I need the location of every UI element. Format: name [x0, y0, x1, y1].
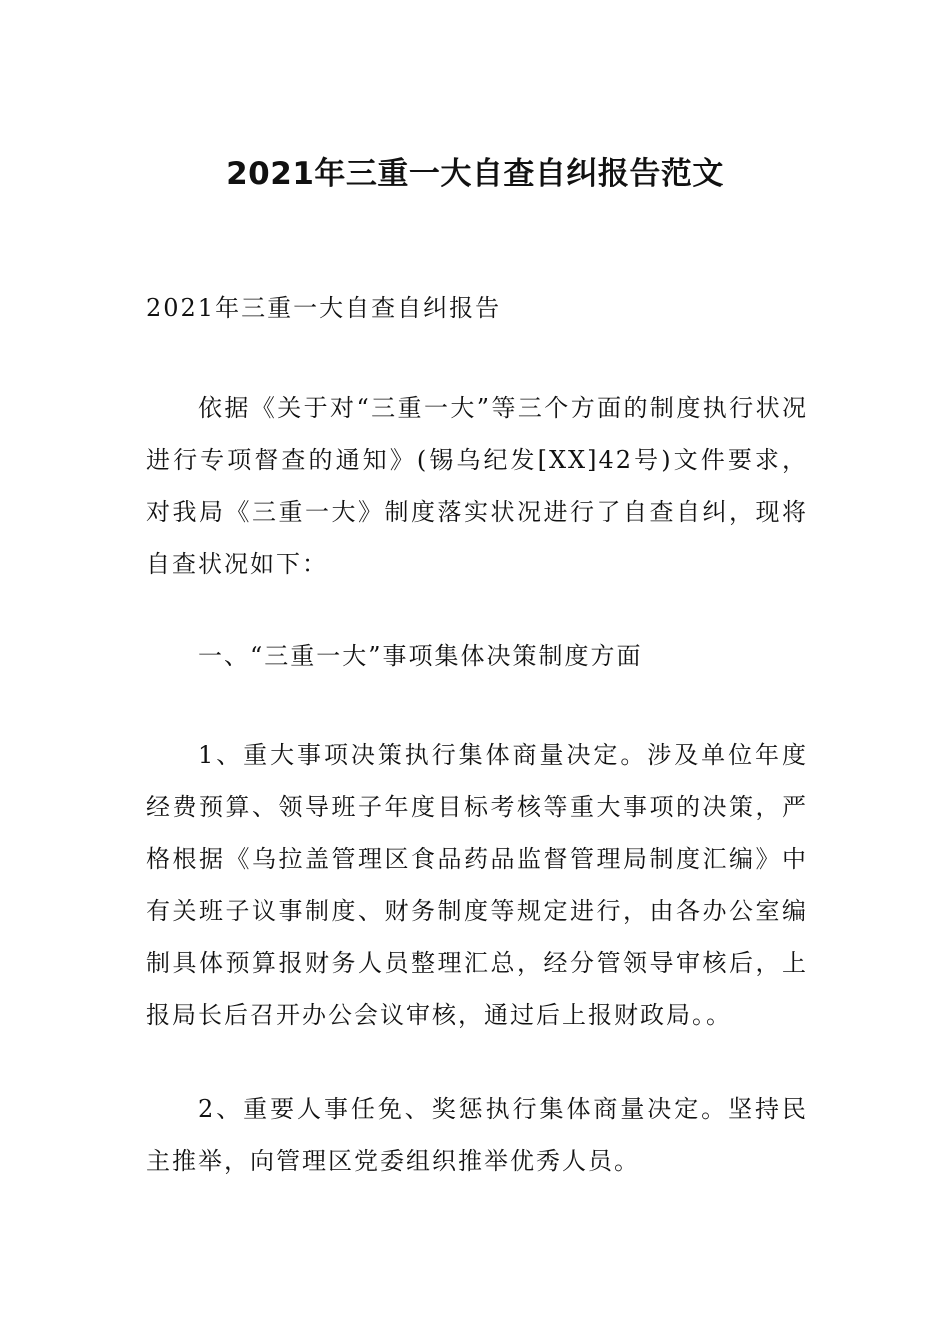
item-paragraph-2: 2、重要人事任免、奖惩执行集体商量决定。坚持民主推举，向管理区党委组织推举优秀人员。 [146, 1095, 808, 1175]
section-heading: 一、“三重一大”事项集体决策制度方面 [198, 642, 643, 670]
item-paragraph-1: 1、重大事项决策执行集体商量决定。涉及单位年度经费预算、领导班子年度目标考核等重大事项的决策，严格根据《乌拉盖管理区食品药品监督管理局制度汇编》中有关班子议事制度、财务制度等规定进行，由各办公室编制具体预算报财务人员整理汇总，经分管领导审核后，上报局长后召开办公会议审核，通过后上报财政局。。 [146, 741, 808, 1029]
report-subtitle: 2021年三重一大自查自纠报告 [146, 294, 502, 322]
intro-paragraph: 依据《关于对“三重一大”等三个方面的制度执行状况进行专项督查的通知》(锡乌纪发[XX]42号)文件要求，对我局《三重一大》制度落实状况进行了自查自纠，现将自查状况如下： [146, 394, 808, 578]
document-title: 2021年三重一大自查自纠报告范文 [226, 155, 724, 192]
